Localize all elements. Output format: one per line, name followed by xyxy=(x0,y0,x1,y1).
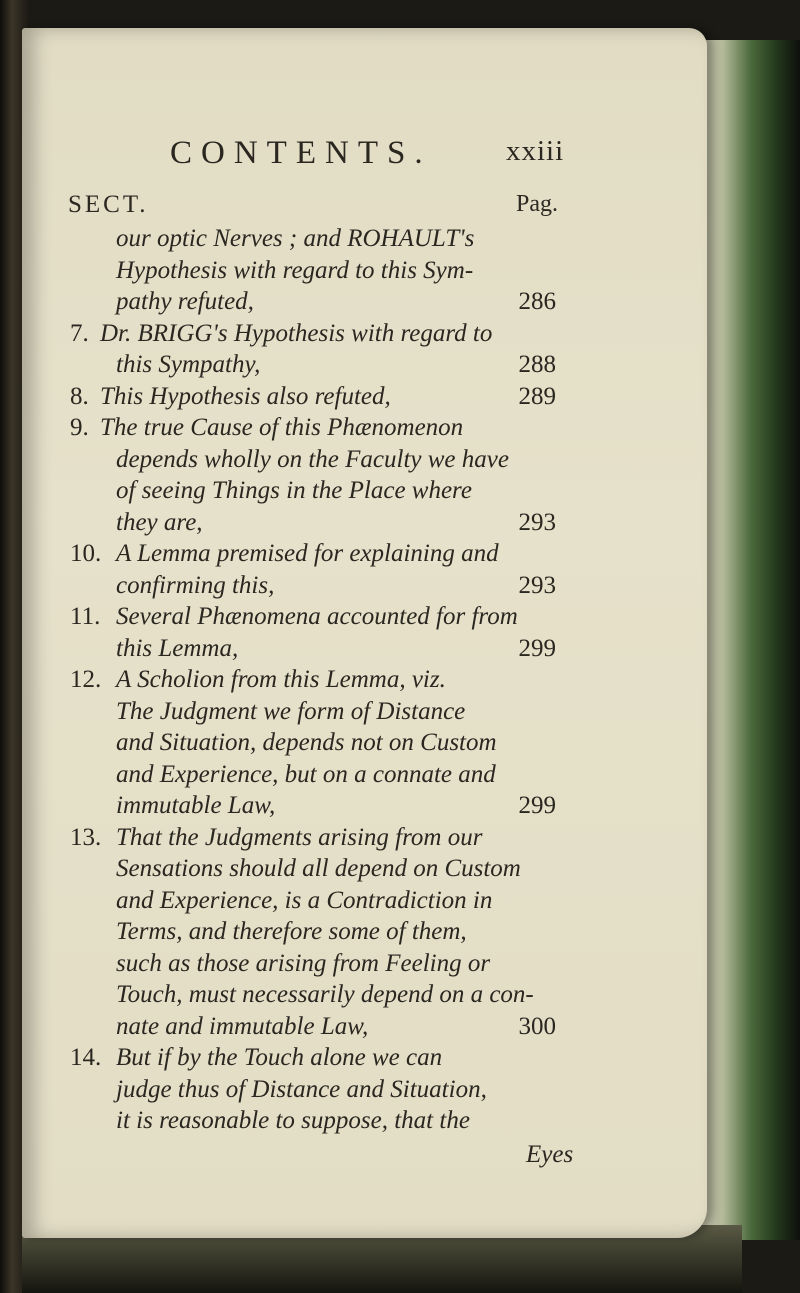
entry-line: A Lemma premised for explaining and xyxy=(116,540,499,567)
entry-number: 10. xyxy=(70,540,102,567)
entry-line: Several Phænomena accounted for from xyxy=(116,603,518,630)
entry-number: 12. xyxy=(70,666,102,693)
entry-line: our optic Nerves ; and ROHAULT's xyxy=(116,225,475,252)
entry-line: this Lemma, xyxy=(116,634,239,662)
entry-page: 293 xyxy=(518,508,556,536)
entry-line: confirming this, xyxy=(116,571,275,599)
entry-line: That the Judgments arising from our xyxy=(116,823,483,851)
running-head: CONTENTS. xyxy=(170,135,432,171)
entry-line: Dr. BRIGG's Hypothesis with regard to xyxy=(100,319,493,347)
entry-page: 286 xyxy=(518,288,556,315)
entry-page: 288 xyxy=(518,351,556,378)
entry-number: 9. xyxy=(70,414,89,441)
entry-page: 300 xyxy=(518,1012,556,1040)
entry-line: A Scholion from this Lemma, viz. xyxy=(116,666,446,693)
entry-line: The Judgment we form of Distance xyxy=(116,697,466,725)
catchword: Eyes xyxy=(526,1140,574,1168)
entry-line: such as those arising from Feeling or xyxy=(116,949,491,977)
entry-line: and Situation, depends not on Custom xyxy=(116,729,497,756)
entry-line: nate and immutable Law, xyxy=(116,1012,369,1040)
entry-line: they are, xyxy=(116,508,203,536)
entry-number: 11. xyxy=(70,603,101,630)
entry-line: depends wholly on the Faculty we have xyxy=(116,445,509,473)
entry-line: Sensations should all depend on Custom xyxy=(116,855,521,882)
entry-line: Hypothesis with regard to this Sym- xyxy=(116,256,474,284)
entry-page: 293 xyxy=(518,571,556,599)
page-number: xxiii xyxy=(506,135,565,167)
entry-number: 7. xyxy=(70,319,89,347)
entry-line: The true Cause of this Phænomenon xyxy=(100,414,464,441)
entry-line: this Sympathy, xyxy=(116,351,261,378)
entry-page: 299 xyxy=(518,792,556,819)
entry-line: This Hypothesis also refuted, xyxy=(100,382,391,410)
entry-number: 8. xyxy=(70,382,89,410)
page-column-label: Pag. xyxy=(516,191,558,217)
entry-page: 289 xyxy=(518,382,556,410)
section-column-label: SECT. xyxy=(68,191,149,218)
entry-page: 299 xyxy=(518,634,556,662)
entry-line: it is reasonable to suppose, that the xyxy=(116,1107,470,1134)
entry-line: Terms, and therefore some of them, xyxy=(116,918,467,945)
entry-line: immutable Law, xyxy=(116,792,276,819)
entry-line: judge thus of Distance and Situation, xyxy=(116,1075,487,1103)
entry-line: and Experience, is a Contradiction in xyxy=(116,886,493,914)
entry-line: Touch, must necessarily depend on a con- xyxy=(116,981,534,1008)
entry-line: pathy refuted, xyxy=(116,288,254,315)
entry-number: 13. xyxy=(70,823,102,851)
entry-number: 14. xyxy=(70,1044,102,1071)
entry-line: and Experience, but on a connate and xyxy=(116,760,496,788)
entry-line: of seeing Things in the Place where xyxy=(116,477,472,504)
entry-line: But if by the Touch alone we can xyxy=(116,1044,443,1071)
